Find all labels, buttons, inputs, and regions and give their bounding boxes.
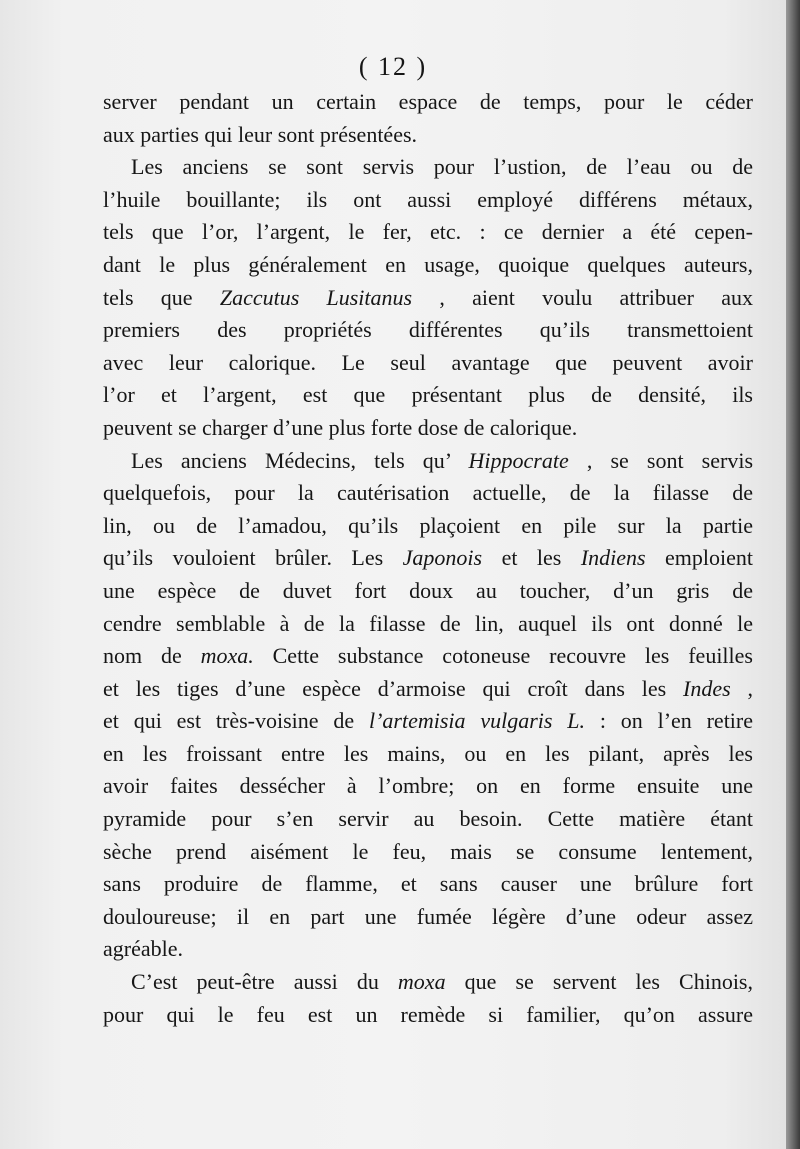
- text-line: [103, 477, 753, 510]
- text-run: quelquefois, pour la cautérisation actuelle, de la filasse de: [103, 480, 753, 506]
- text-line: [103, 119, 753, 152]
- text-run: sèche prend aisément le feu, mais se consume lentement,: [103, 838, 753, 864]
- text-run: et les: [501, 545, 562, 571]
- text-run: lin, ou de l’amadou, qu’ils plaçoient en pile sur la partie: [103, 512, 753, 538]
- text-run: nom de: [103, 643, 182, 669]
- page-text: [103, 86, 753, 1031]
- text-line: [103, 738, 753, 771]
- text-run: ,: [747, 675, 753, 701]
- text-run: Les anciens Médecins, tels qu’: [131, 447, 451, 473]
- text-run: l’huile bouillante; ils ont aussi employé différens métaux,: [103, 186, 753, 212]
- text-line: [103, 314, 753, 347]
- text-run: server pendant un certain espace de temps, pour le céder: [103, 89, 753, 114]
- text-run: tels que: [103, 284, 193, 310]
- text-line: [103, 347, 753, 380]
- text-line: [103, 770, 753, 803]
- text-run: premiers des propriétés différentes qu’ils transmettoient: [103, 317, 753, 343]
- text-line: [103, 542, 753, 575]
- page-number: ( 12 ): [358, 52, 428, 81]
- text-line: [103, 510, 753, 543]
- text-line: [103, 575, 753, 608]
- text-run: tels que l’or, l’argent, le fer, etc. : ce dernier a été cepen-: [103, 219, 753, 245]
- text-run: avoir faites dessécher à l’ombre; on en forme ensuite une: [103, 773, 753, 799]
- text-line: [103, 999, 753, 1032]
- text-line: [103, 901, 753, 934]
- text-run: , se sont servis: [586, 447, 754, 473]
- text-line: [103, 933, 753, 966]
- text-run: et les tiges d’une espèce d’armoise qui croît dans les: [103, 675, 667, 701]
- text-run: , aient voulu attribuer aux: [439, 284, 754, 310]
- italic-text: Indes: [683, 675, 731, 701]
- text-run: que se servent les Chinois,: [464, 969, 753, 995]
- text-line: [103, 379, 753, 412]
- text-run: qu’ils vouloient brûler. Les: [103, 545, 384, 571]
- text-line: [103, 673, 753, 706]
- text-run: Cette substance cotoneuse recouvre les feuilles: [272, 643, 753, 669]
- text-line: [103, 966, 753, 999]
- italic-text: Japonois: [402, 545, 483, 571]
- italic-text: Zaccutus Lusitanus: [219, 284, 413, 310]
- text-line: [103, 803, 753, 836]
- text-line: [103, 151, 753, 184]
- page-edge-shadow: [786, 0, 800, 1149]
- text-run: une espèce de duvet fort doux au toucher, d’un gris de: [103, 577, 753, 603]
- text-run: cendre semblable à de la filasse de lin, auquel ils ont donné le: [103, 610, 753, 636]
- text-run: emploient: [665, 545, 754, 571]
- italic-text: l’artemisia vulgaris L.: [368, 708, 585, 734]
- text-run: Les anciens se sont servis pour l’ustion, de l’eau ou de: [131, 154, 753, 180]
- text-run: pour qui le feu est un remède si familier, qu’on assure: [103, 1001, 753, 1027]
- italic-text: Indiens: [580, 545, 646, 571]
- text-run: sans produire de flamme, et sans causer une brûlure fort: [103, 871, 753, 897]
- text-line: [103, 640, 753, 673]
- text-line: [103, 249, 753, 282]
- text-run: agréable.: [103, 936, 183, 962]
- text-line: [103, 705, 753, 738]
- text-run: avec leur calorique. Le seul avantage que peuvent avoir: [103, 349, 753, 375]
- italic-text: moxa.: [200, 643, 254, 669]
- text-line: [103, 216, 753, 249]
- text-run: peuvent se charger d’une plus forte dose de calorique.: [103, 414, 578, 440]
- text-run: dant le plus généralement en usage, quoique quelques auteurs,: [103, 251, 753, 277]
- italic-text: moxa: [397, 969, 446, 995]
- text-line: [103, 282, 753, 315]
- text-run: C’est peut-être aussi du: [131, 969, 379, 995]
- text-run: douloureuse; il en part une fumée légère d’une odeur assez: [103, 903, 753, 929]
- text-run: : on l’en retire: [599, 708, 754, 734]
- text-line: [103, 184, 753, 217]
- text-line: [103, 836, 753, 869]
- italic-text: Hippocrate: [468, 447, 569, 473]
- text-line: [103, 608, 753, 641]
- text-run: et qui est très-voisine de: [103, 708, 355, 734]
- text-line: [103, 868, 753, 901]
- text-run: l’or et l’argent, est que présentant plus de densité, ils: [103, 382, 753, 408]
- text-line: [103, 412, 753, 445]
- text-line: [103, 445, 753, 478]
- text-line: [103, 86, 753, 119]
- text-run: pyramide pour s’en servir au besoin. Cette matière étant: [103, 806, 753, 832]
- text-run: aux parties qui leur sont présentées.: [103, 121, 418, 147]
- text-run: en les froissant entre les mains, ou en les pilant, après les: [103, 740, 753, 766]
